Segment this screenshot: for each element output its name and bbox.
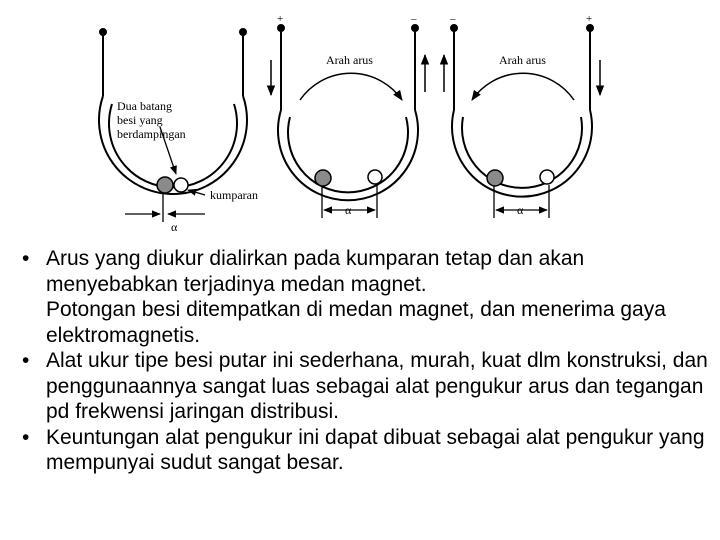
bullet-item-3 bbox=[22, 425, 712, 476]
alpha-label-2: α bbox=[345, 203, 352, 217]
fixed-iron-rod bbox=[157, 177, 173, 193]
dua-batang-label-3: berdampingan bbox=[117, 127, 186, 141]
bullet-1-paragraph-2: Potongan besi ditempatkan di medan magnet, dan menerima gaya elektromagnetis. bbox=[46, 298, 666, 347]
bullet-list bbox=[22, 246, 712, 476]
arah-arus-label-2: Arah arus bbox=[499, 53, 546, 67]
minus-sign-2: – bbox=[450, 13, 456, 25]
bullet-item-1 bbox=[22, 246, 712, 348]
plus-sign-2: + bbox=[586, 13, 593, 25]
kumparan-label: kumparan bbox=[210, 188, 258, 202]
panel-1-annotations bbox=[125, 127, 205, 222]
alpha-label-1: α bbox=[171, 220, 178, 234]
dua-batang-label-2: besi yang bbox=[117, 113, 163, 127]
panel-1-rods bbox=[157, 177, 188, 193]
fixed-iron-rod bbox=[315, 170, 331, 186]
moving-iron-rod bbox=[540, 170, 554, 184]
plus-sign-1: + bbox=[277, 13, 284, 25]
bullet-item-2 bbox=[22, 348, 712, 425]
fixed-iron-rod bbox=[487, 170, 503, 186]
bullet-dot-icon: • bbox=[22, 425, 30, 449]
bullet-dot-icon: • bbox=[22, 247, 30, 270]
panel-2-coil bbox=[278, 25, 418, 200]
moving-iron-instrument-diagram bbox=[0, 0, 720, 235]
bullet-dot-icon: • bbox=[22, 349, 30, 372]
bullet-1-paragraph-1: Arus yang diukur dialirkan pada kumparan tetap dan akan menyebabkan terjadinya medan magnet. bbox=[46, 247, 585, 296]
panel-2-rods bbox=[315, 170, 382, 186]
minus-sign-1: – bbox=[411, 13, 417, 25]
moving-iron-rod bbox=[174, 178, 188, 192]
arah-arus-label-1: Arah arus bbox=[326, 53, 373, 67]
panel-3-coil bbox=[451, 25, 593, 197]
bullet-2-paragraph-1: Alat ukur tipe besi putar ini sederhana, murah, kuat dlm konstruksi, dan penggunaannya sangat luas sebagai alat pengukur arus dan tegangan pd frekwensi jaringan distribusi. bbox=[46, 349, 708, 423]
bullet-3-paragraph-1: Keuntungan alat pengukur ini dapat dibuat sebagai alat pengukur yang mempunyai sudut sangat besar. bbox=[46, 425, 705, 474]
alpha-label-3: α bbox=[517, 203, 524, 217]
moving-iron-rod bbox=[368, 170, 382, 184]
dua-batang-label-1: Dua batang bbox=[117, 99, 172, 113]
panel-3-rods bbox=[487, 170, 554, 186]
